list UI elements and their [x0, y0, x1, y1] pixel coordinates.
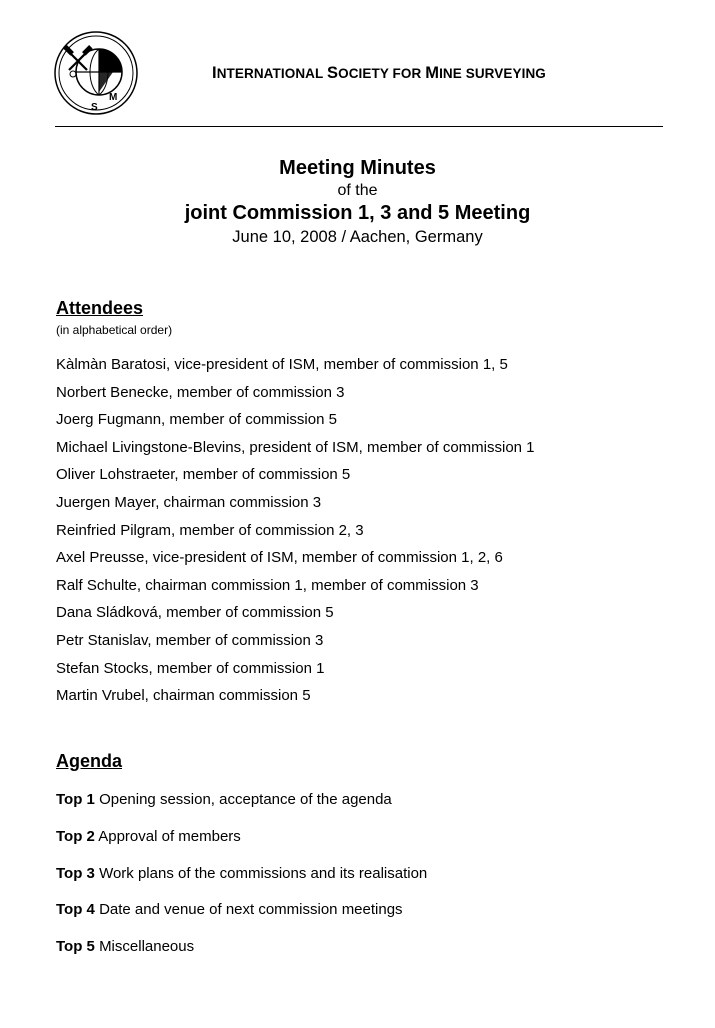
list-item: Reinfried Pilgram, member of commission 2, 3 — [56, 521, 364, 539]
list-item: Norbert Benecke, member of commission 3 — [56, 383, 345, 401]
agenda-item-number: Top 1 — [56, 791, 95, 808]
agenda-item — [56, 937, 427, 974]
title-connector: of the — [337, 182, 378, 199]
attendees-heading: Attendees — [56, 298, 144, 318]
agenda-item — [56, 864, 427, 901]
title-block — [0, 154, 715, 248]
svg-text:M: M — [109, 92, 118, 103]
list-item: Axel Preusse, vice-president of ISM, member of commission 1, 2, 6 — [56, 549, 503, 567]
list-item: Oliver Lohstraeter, member of commission 5 — [56, 466, 351, 484]
list-item: Stefan Stocks, member of commission 1 — [56, 659, 325, 677]
agenda-item — [56, 790, 427, 827]
organization-name: INTERNATIONAL SOCIETY FOR MINE SURVEYING — [212, 64, 546, 82]
agenda-item — [56, 827, 427, 864]
agenda-item-number: Top 2 — [56, 827, 95, 845]
document-title: Meeting Minutes — [279, 157, 436, 179]
agenda-item-text: Date and venue of next commission meetings — [99, 901, 403, 919]
ism-logo-icon — [53, 30, 139, 116]
meeting-date-place: June 10, 2008 / Aachen, Germany — [232, 228, 483, 246]
list-item: Kàlmàn Baratosi, vice-president of ISM, member of commission 1, 5 — [56, 356, 508, 373]
svg-text:S: S — [91, 102, 98, 113]
agenda-item-text: Approval of members — [98, 827, 241, 845]
agenda-item-number: Top 3 — [56, 864, 95, 882]
list-item: Ralf Schulte, chairman commission 1, member of commission 3 — [56, 576, 479, 594]
attendees-list — [56, 355, 535, 714]
meeting-name: joint Commission 1, 3 and 5 Meeting — [184, 202, 531, 224]
agenda-item — [56, 900, 427, 937]
attendees-note: (in alphabetical order) — [56, 323, 173, 337]
agenda-item-text: Work plans of the commissions and its realisation — [99, 864, 428, 882]
agenda-item-number: Top 5 — [56, 938, 95, 956]
agenda-list — [56, 790, 427, 974]
agenda-heading: Agenda — [56, 751, 123, 771]
list-item: Joerg Fugmann, member of commission 5 — [56, 411, 337, 429]
list-item: Juergen Mayer, chairman commission 3 — [56, 493, 322, 511]
list-item: Petr Stanislav, member of commission 3 — [56, 631, 324, 649]
list-item: Michael Livingstone-Blevins, president of ISM, member of commission 1 — [56, 438, 535, 456]
agenda-item-number: Top 4 — [56, 901, 95, 919]
header-divider — [55, 126, 663, 127]
agenda-item-text: Miscellaneous — [99, 938, 195, 956]
agenda-item-text: Opening session, acceptance of the agenda — [99, 791, 392, 808]
list-item: Dana Sládková, member of commission 5 — [56, 604, 334, 622]
list-item: Martin Vrubel, chairman commission 5 — [56, 687, 311, 705]
